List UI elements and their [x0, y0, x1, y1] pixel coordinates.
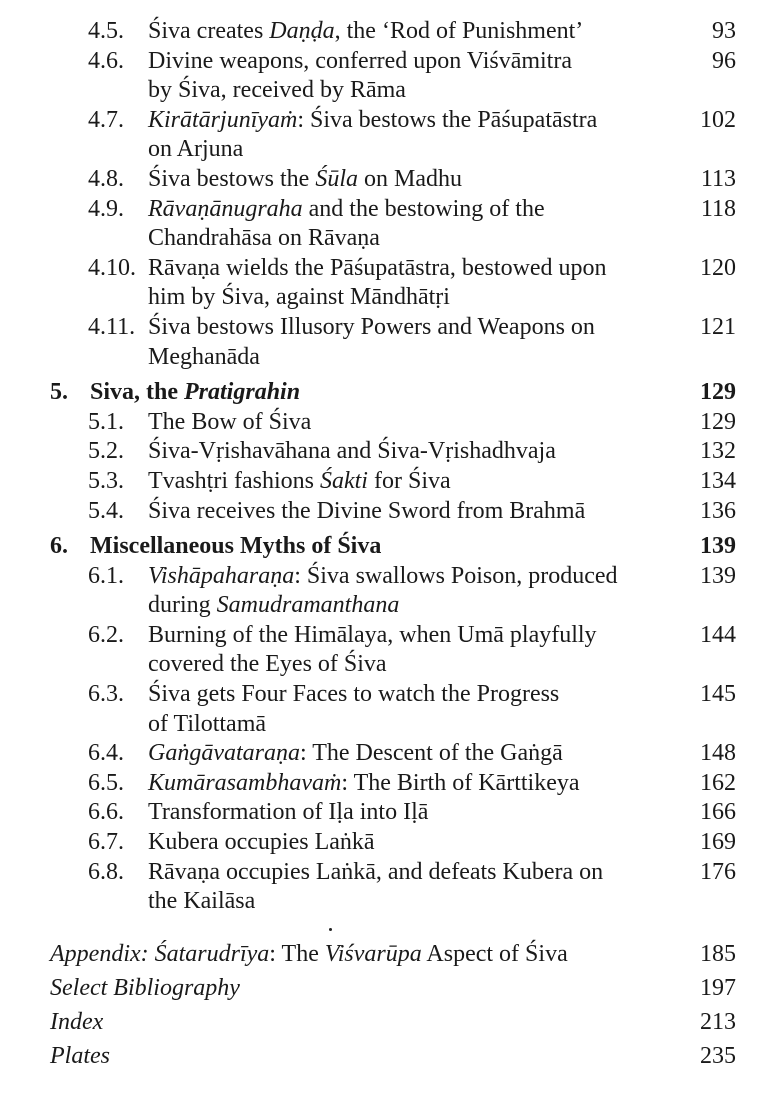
title-segment: Kubera occupies Laṅkā	[148, 829, 375, 856]
title-segment: Tvashṭri fashions	[148, 467, 320, 494]
entry-title	[148, 76, 406, 106]
title-segment: Chandrahāsa on Rāvaṇa	[148, 225, 380, 252]
page-number: 93	[712, 18, 736, 44]
entry-title	[50, 1005, 103, 1039]
toc-entry	[0, 562, 780, 592]
title-segment: : Śiva swallows Poison, produced	[294, 562, 618, 589]
toc-entry	[0, 739, 780, 769]
entry-number: 6.5.	[88, 769, 124, 796]
entry-title	[148, 680, 559, 710]
title-segment: him by Śiva, against Māndhātṛi	[148, 284, 450, 311]
page-number: 118	[700, 195, 736, 222]
title-segment: and the bestowing of the	[302, 195, 545, 222]
title-italic-segment: Kirātārjunīyaṁ	[148, 106, 298, 133]
toc-entry-continuation	[0, 710, 780, 740]
entry-title	[148, 224, 380, 254]
page-number: 134	[700, 467, 736, 494]
page-number: 102	[700, 106, 736, 133]
title-segment: , the ‘Rod of Punishment’	[334, 18, 584, 44]
page-number: 213	[700, 1009, 736, 1036]
entry-title	[148, 165, 462, 195]
entry-title	[148, 858, 603, 888]
page-number: 96	[712, 47, 736, 74]
page-number: 235	[700, 1043, 736, 1070]
entry-title	[148, 467, 451, 497]
page-number: 139	[700, 533, 736, 560]
entry-title	[148, 798, 428, 828]
toc-entry-continuation	[0, 343, 780, 373]
entry-number: 5.2.	[88, 438, 124, 465]
toc-entry-continuation	[0, 650, 780, 680]
title-segment: during	[148, 592, 217, 619]
toc-entry	[0, 165, 780, 195]
entry-title	[148, 283, 450, 313]
entry-title	[50, 937, 568, 971]
toc-entry	[0, 828, 780, 858]
title-segment: of Tilottamā	[148, 710, 267, 737]
title-italic-segment: Pratigrahin	[184, 379, 301, 406]
title-segment: Śiva bestows the	[148, 165, 316, 192]
entry-title	[90, 378, 300, 408]
title-segment: : Śiva bestows the Pāśupatāstra	[297, 106, 598, 133]
page-number: 166	[700, 799, 736, 826]
title-italic-segment: Vishāpaharaṇa	[148, 562, 295, 589]
toc-entry	[0, 467, 780, 497]
entry-number: 5.4.	[88, 497, 124, 524]
title-segment: Śiva receives the Divine Sword from Brahmā	[148, 497, 586, 524]
title-italic-segment: Select Bibliography	[50, 975, 240, 1001]
entry-number: 4.5.	[88, 18, 124, 44]
title-segment: Divine weapons, conferred upon Viśvāmitra	[148, 47, 572, 74]
title-segment: covered the Eyes of Śiva	[148, 651, 387, 678]
entry-title	[148, 135, 243, 165]
page-number: 169	[700, 829, 736, 856]
title-italic-segment: Plates	[50, 1043, 110, 1070]
entry-number: 4.8.	[88, 165, 124, 192]
title-segment: Rāvaṇa occupies Laṅkā, and defeats Kubera on	[148, 858, 604, 885]
entry-number: 6.3.	[88, 681, 124, 708]
title-segment: : The	[269, 940, 325, 967]
entry-number: 4.6.	[88, 47, 124, 74]
page-number: 148	[700, 740, 736, 767]
page-number: 145	[700, 681, 736, 708]
entry-number: 4.11.	[88, 313, 136, 340]
title-segment: Meghanāda	[148, 343, 260, 370]
entry-title	[148, 591, 399, 621]
toc-entry-continuation	[0, 76, 780, 106]
title-italic-segment: Śūla	[315, 165, 358, 192]
title-segment: : The Birth of Kārttikeya	[341, 769, 580, 796]
toc-entry-continuation	[0, 224, 780, 254]
toc-entry	[0, 17, 780, 47]
toc-entry	[0, 621, 780, 651]
title-segment: on Arjuna	[148, 136, 244, 163]
title-italic-segment: Kumārasambhavaṁ	[148, 769, 342, 796]
entry-number: 6.6.	[88, 799, 124, 826]
page-number: 176	[700, 858, 736, 885]
title-segment: Aspect of Śiva	[421, 940, 568, 967]
title-segment: Burning of the Himālaya, when Umā playfully	[148, 621, 597, 648]
toc-entry	[0, 680, 780, 710]
page-number: 162	[700, 769, 736, 796]
toc-entry	[0, 1039, 780, 1073]
entry-number: 6.1.	[88, 562, 124, 589]
page-number: 185	[700, 940, 736, 967]
toc-entry	[0, 937, 780, 971]
entry-title	[148, 343, 260, 373]
title-segment: on Madhu	[358, 165, 462, 192]
title-segment: Śiva-Vṛishavāhana and Śiva-Vṛishadhvaja	[148, 438, 556, 465]
entry-title	[148, 710, 266, 740]
toc-entry	[0, 1005, 780, 1039]
title-italic-segment: Rāvaṇānugraha	[148, 195, 303, 222]
stray-dot	[329, 928, 332, 931]
entry-title	[148, 437, 556, 467]
title-italic-segment: Viśvarūpa	[324, 940, 422, 967]
page-number: 120	[700, 254, 736, 281]
title-italic-segment: Gaṅgāvataraṇa	[148, 740, 300, 767]
page-number: 129	[700, 379, 736, 406]
title-segment: Miscellaneous Myths of Śiva	[90, 533, 382, 560]
entry-title	[148, 408, 311, 438]
title-segment: the Kailāsa	[148, 888, 256, 915]
toc-entry	[0, 858, 780, 888]
entry-title	[148, 621, 597, 651]
title-italic-segment: Śakti	[319, 467, 368, 494]
toc-entry-continuation	[0, 591, 780, 621]
title-italic-segment: Daṇḍa	[269, 18, 335, 44]
entry-title	[90, 532, 381, 562]
entry-number: 6.7.	[88, 829, 124, 856]
title-segment: The Bow of Śiva	[148, 408, 312, 435]
title-italic-segment: Appendix: Śatarudrīya	[50, 940, 270, 967]
entry-number: 4.7.	[88, 106, 124, 133]
toc-entry	[0, 532, 780, 562]
entry-number: 6.2.	[88, 621, 124, 648]
page-number: 197	[700, 975, 736, 1001]
entry-title	[148, 650, 387, 680]
page-number: 139	[700, 562, 736, 589]
table-of-contents	[0, 17, 780, 1074]
entry-title	[148, 497, 585, 527]
entry-title	[148, 195, 545, 225]
entry-title	[50, 971, 240, 1005]
entry-title	[148, 313, 595, 343]
title-segment: : The Descent of the Gaṅgā	[300, 740, 563, 767]
entry-number: 6.8.	[88, 858, 124, 885]
title-segment: Siva, the	[90, 379, 185, 406]
toc-entry	[0, 378, 780, 408]
page-number: 129	[700, 408, 736, 435]
entry-title	[148, 828, 375, 858]
title-segment: by Śiva, received by Rāma	[148, 77, 406, 104]
entry-number: 4.10.	[88, 254, 136, 281]
toc-entry	[0, 47, 780, 77]
toc-entry-continuation	[0, 887, 780, 917]
entry-title	[148, 106, 597, 136]
page-number: 132	[700, 438, 736, 465]
entry-title	[148, 769, 580, 799]
title-segment: Śiva gets Four Faces to watch the Progress	[148, 681, 560, 708]
toc-entry	[0, 437, 780, 467]
entry-title	[148, 17, 583, 47]
toc-entry	[0, 313, 780, 343]
title-segment: Transformation of Iḷa into Iḷā	[148, 799, 429, 826]
toc-entry	[0, 254, 780, 284]
title-segment: Śiva bestows Illusory Powers and Weapons on	[148, 313, 595, 340]
title-segment: Rāvaṇa wields the Pāśupatāstra, bestowed upon	[148, 254, 607, 281]
entry-title	[148, 47, 572, 77]
toc-entry	[0, 497, 780, 527]
toc-entry	[0, 106, 780, 136]
title-segment: Śiva creates	[148, 18, 270, 44]
toc-entry-continuation	[0, 135, 780, 165]
title-italic-segment: Samudramanthana	[216, 592, 400, 619]
toc-entry	[0, 769, 780, 799]
entry-number: 4.9.	[88, 195, 124, 222]
toc-entry	[0, 195, 780, 225]
entry-title	[148, 887, 255, 917]
entry-title	[148, 254, 607, 284]
entry-title	[148, 562, 618, 592]
entry-number: 5.3.	[88, 467, 124, 494]
entry-title	[50, 1039, 110, 1073]
toc-entry	[0, 408, 780, 438]
entry-title	[148, 739, 563, 769]
page-number: 136	[700, 497, 736, 524]
toc-entry	[0, 971, 780, 1005]
entry-number: 6.4.	[88, 740, 124, 767]
title-italic-segment: Index	[50, 1009, 104, 1036]
page-number: 144	[700, 621, 736, 648]
page-number: 121	[700, 313, 736, 340]
entry-number: 6.	[50, 533, 68, 560]
title-segment: for Śiva	[367, 467, 451, 494]
toc-entry-continuation	[0, 283, 780, 313]
page-number: 113	[700, 165, 736, 192]
entry-number: 5.	[50, 379, 68, 406]
toc-entry	[0, 798, 780, 828]
entry-number: 5.1.	[88, 408, 124, 435]
